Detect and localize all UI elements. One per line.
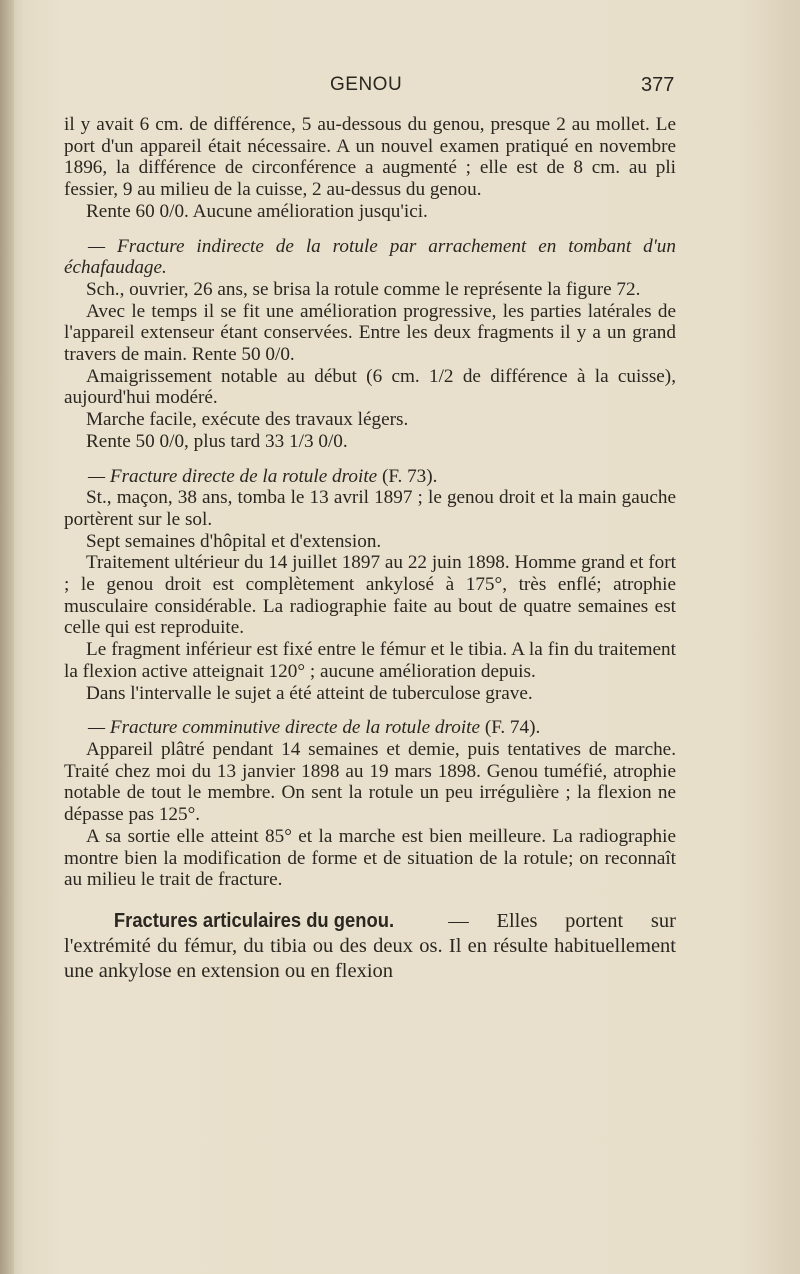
- page-header: [0, 74, 800, 104]
- section-text: — Elles portent sur l'extrémité du fémur, du tibia ou des deux os. Il en résulte habituellement une ankylose en extension ou en flexion: [64, 909, 676, 982]
- paragraph: il y avait 6 cm. de différence, 5 au-dessous du genou, presque 2 au mollet. Le port d'un appareil était nécessaire. A un nouvel examen pratiqué en novembre 1896, la différence de circonférence a augmenté ; elle est de 8 cm. au pli fessier, 9 au milieu de la cuisse, 2 au-dessus du genou.: [64, 114, 676, 201]
- figure-reference: (F. 74).: [480, 717, 541, 739]
- figure-reference: (F. 73).: [377, 465, 438, 487]
- case-title: — Fracture indirecte de la rotule par arrachement en tombant d'un échafaudage.: [64, 235, 676, 279]
- section-paragraph: [64, 909, 676, 984]
- case-title: — Fracture directe de la rotule droite: [88, 465, 378, 487]
- paragraph: Marche facile, exécute des travaux légers.: [86, 409, 409, 431]
- binding-gutter: [0, 0, 14, 1274]
- paragraph: Le fragment inférieur est fixé entre le fémur et le tibia. A la fin du traitement la flexion active atteignait 120° ; aucune amélioration depuis.: [64, 639, 676, 682]
- paragraph: Dans l'intervalle le sujet a été atteint de tuberculose grave.: [86, 682, 533, 704]
- case-title: — Fracture comminutive directe de la rotule droite: [88, 717, 481, 739]
- paragraph: Sch., ouvrier, 26 ans, se brisa la rotule comme le représente la figure 72.: [86, 278, 641, 300]
- paragraph: Traitement ultérieur du 14 juillet 1897 au 22 juin 1898. Homme grand et fort ; le genou droit est complètement ankylosé à 175°, très enflé; atrophie musculaire considérable. La radiographie faite au bout de quatre semaines est celle qui est reproduite.: [64, 552, 676, 639]
- body-text: [64, 114, 676, 984]
- paragraph: St., maçon, 38 ans, tomba le 13 avril 1897 ; le genou droit et la main gauche portèrent sur le sol.: [64, 487, 676, 530]
- page-number: 377: [641, 74, 675, 96]
- paragraph: A sa sortie elle atteint 85° et la marche est bien meilleure. La radiographie montre bien la modification de forme et de situation de la rotule; on reconnaît au milieu le trait de fracture.: [64, 825, 676, 891]
- running-title: GENOU: [330, 74, 403, 95]
- paragraph: Rente 50 0/0, plus tard 33 1/3 0/0.: [86, 430, 348, 452]
- case-heading: [64, 466, 676, 488]
- section-title: Fractures articulaires du genou.: [113, 909, 395, 932]
- paragraph: Amaigrissement notable au début (6 cm. 1/2 de différence à la cuisse), aujourd'hui modéré.: [64, 365, 676, 409]
- case-heading: [64, 717, 676, 739]
- paragraph: Rente 60 0/0. Aucune amélioration jusqu'ici.: [86, 200, 428, 222]
- paragraph: Avec le temps il se fit une amélioration progressive, les parties latérales de l'appareil extenseur étant conservées. Entre les deux fragments il y a un grand travers de main. Rente 50 0/0.: [64, 300, 676, 366]
- paragraph: Sept semaines d'hôpital et d'extension.: [86, 530, 382, 552]
- paragraph: Appareil plâtré pendant 14 semaines et demie, puis tentatives de marche. Traité chez moi du 13 janvier 1898 au 19 mars 1898. Genou tuméfié, atrophie notable de tout le membre. On sent la rotule un peu irrégulière ; la flexion ne dépasse pas 125°.: [64, 738, 676, 826]
- case-heading: [64, 236, 676, 279]
